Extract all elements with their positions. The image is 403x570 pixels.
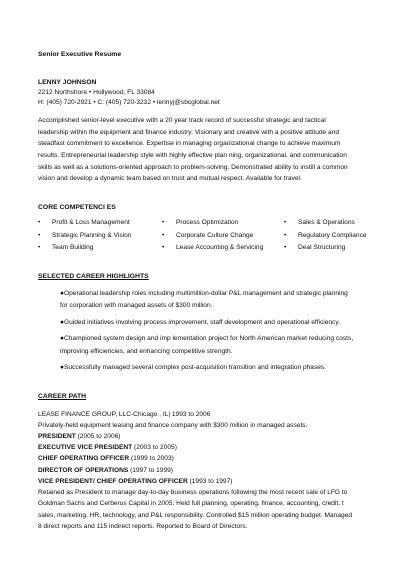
competency-item: • Lease Accounting & Servicing — [162, 242, 284, 255]
summary-line: skills as well as a solutions-oriented approach to problem-solving. Demonstrated ability to instill a common — [38, 163, 348, 171]
competency-item: • Regulatory Compliance — [284, 230, 368, 243]
competency-row — [38, 230, 368, 243]
competency-item: • Team Building — [38, 242, 162, 255]
contact-block — [38, 78, 368, 108]
highlight-item: ●Guided initiatives involving process improvement, staff development and operational efficiency. — [60, 318, 340, 326]
competency-item: • Deal Structuring — [284, 242, 368, 255]
bullet-icon: • — [162, 244, 165, 252]
role-line: DIRECTOR OF OPERATIONS (1997 to 1999) — [38, 466, 173, 474]
highlights-heading: SELECTED CAREER HIGHLIGHTS — [38, 272, 149, 280]
document-title: Senior Executive Resume — [38, 51, 122, 58]
career-content — [38, 409, 368, 533]
competency-row — [38, 217, 368, 230]
bullet-icon: • — [284, 244, 287, 252]
summary-line: steadfast commitment to excellence. Expertise in managing organizational change to achieve maximum — [38, 140, 341, 148]
competency-item: • Sales & Operations — [284, 217, 368, 230]
highlight-item: ●Championed system design and imp lementation project for North American market reducing costs, improving efficiencies, and enhancing competitive strength. — [60, 335, 354, 355]
resume-page — [38, 50, 368, 533]
competencies-table — [38, 217, 368, 255]
competency-row — [38, 242, 368, 255]
company-line: LEASE FINANCE GROUP, LLC-Chicago , IL| 1993 to 2006 — [38, 410, 211, 418]
bullet-icon: • — [38, 231, 41, 239]
bullet-icon: • — [38, 244, 41, 252]
role-description: Retained as President to manage day-to-day business operations following the most recent sale of LFG to Goldman Sachs and Cerberus Capital in 2005. Held full planning, operating, finance, accounting, credit, t sales, marketing, HR, technology, and P&L responsibility. Controlled $15 million operating budget. Managed 8 direct reports and 115 indirect reports. Reported to Board of Directors. — [38, 489, 352, 531]
career-heading: CAREER PATH — [38, 392, 87, 400]
summary-paragraph — [38, 115, 368, 185]
bullet-icon: • — [284, 231, 287, 239]
address-line: 2212 Northshore • Hollywood, FL 33084 — [38, 88, 155, 96]
summary-line: leadership within the equipment and finance industry. Visionary and creative with a positive attitude and — [38, 128, 340, 136]
role-line: CHIEF OPERATING OFFICER (1999 to 2003) — [38, 455, 174, 463]
highlight-item: ●Operational leadership roles including multimillion-dollar P&L management and strategic planning for corporation with managed assets of $300 million. — [60, 289, 348, 310]
phone-email-line: H: (405) 720-2921 • C: (405) 720-3232 • lennyj@sbcglobal.net — [38, 98, 220, 106]
company-description: Privately-held equipment leasing and finance company with $300 million in managed assets. — [38, 421, 308, 429]
highlight-item: ●Successfully managed several complex post-acquisition transition and integration phases. — [60, 364, 327, 372]
competency-item: • Strategic Planning & Vision — [38, 230, 162, 243]
competency-item: • Corporate Culture Change — [162, 230, 284, 243]
candidate-name: LENNY JOHNSON — [38, 78, 97, 86]
bullet-icon: • — [162, 219, 165, 227]
summary-line: vision and develop a dynamic team based on trust and mutual respect. Available for travel. — [38, 175, 302, 183]
competency-item: • Process Optimization — [162, 217, 284, 230]
competencies-heading: CORE COMPETENCI ES — [38, 204, 116, 212]
bullet-icon: • — [162, 231, 165, 239]
role-line: PRESIDENT (2005 to 2006) — [38, 433, 121, 441]
summary-line: Accomplished senior-level executive with a 20 year track record of successful strategic and tactical — [38, 116, 326, 124]
competency-item: • Profit & Loss Management — [38, 217, 162, 230]
bullet-icon: • — [38, 219, 41, 227]
role-line: EXECUTIVE VICE PRESIDENT (2003 to 2005) — [38, 444, 177, 452]
summary-line: results. Entrepreneurial leadership style with highly effective plan ning, organizational, and communication — [38, 152, 347, 160]
role-line: VICE PRESIDENT/ CHIEF OPERATING OFFICER (1993 to 1997) — [38, 477, 233, 485]
highlights-list — [38, 288, 368, 375]
bullet-icon: • — [284, 219, 287, 227]
